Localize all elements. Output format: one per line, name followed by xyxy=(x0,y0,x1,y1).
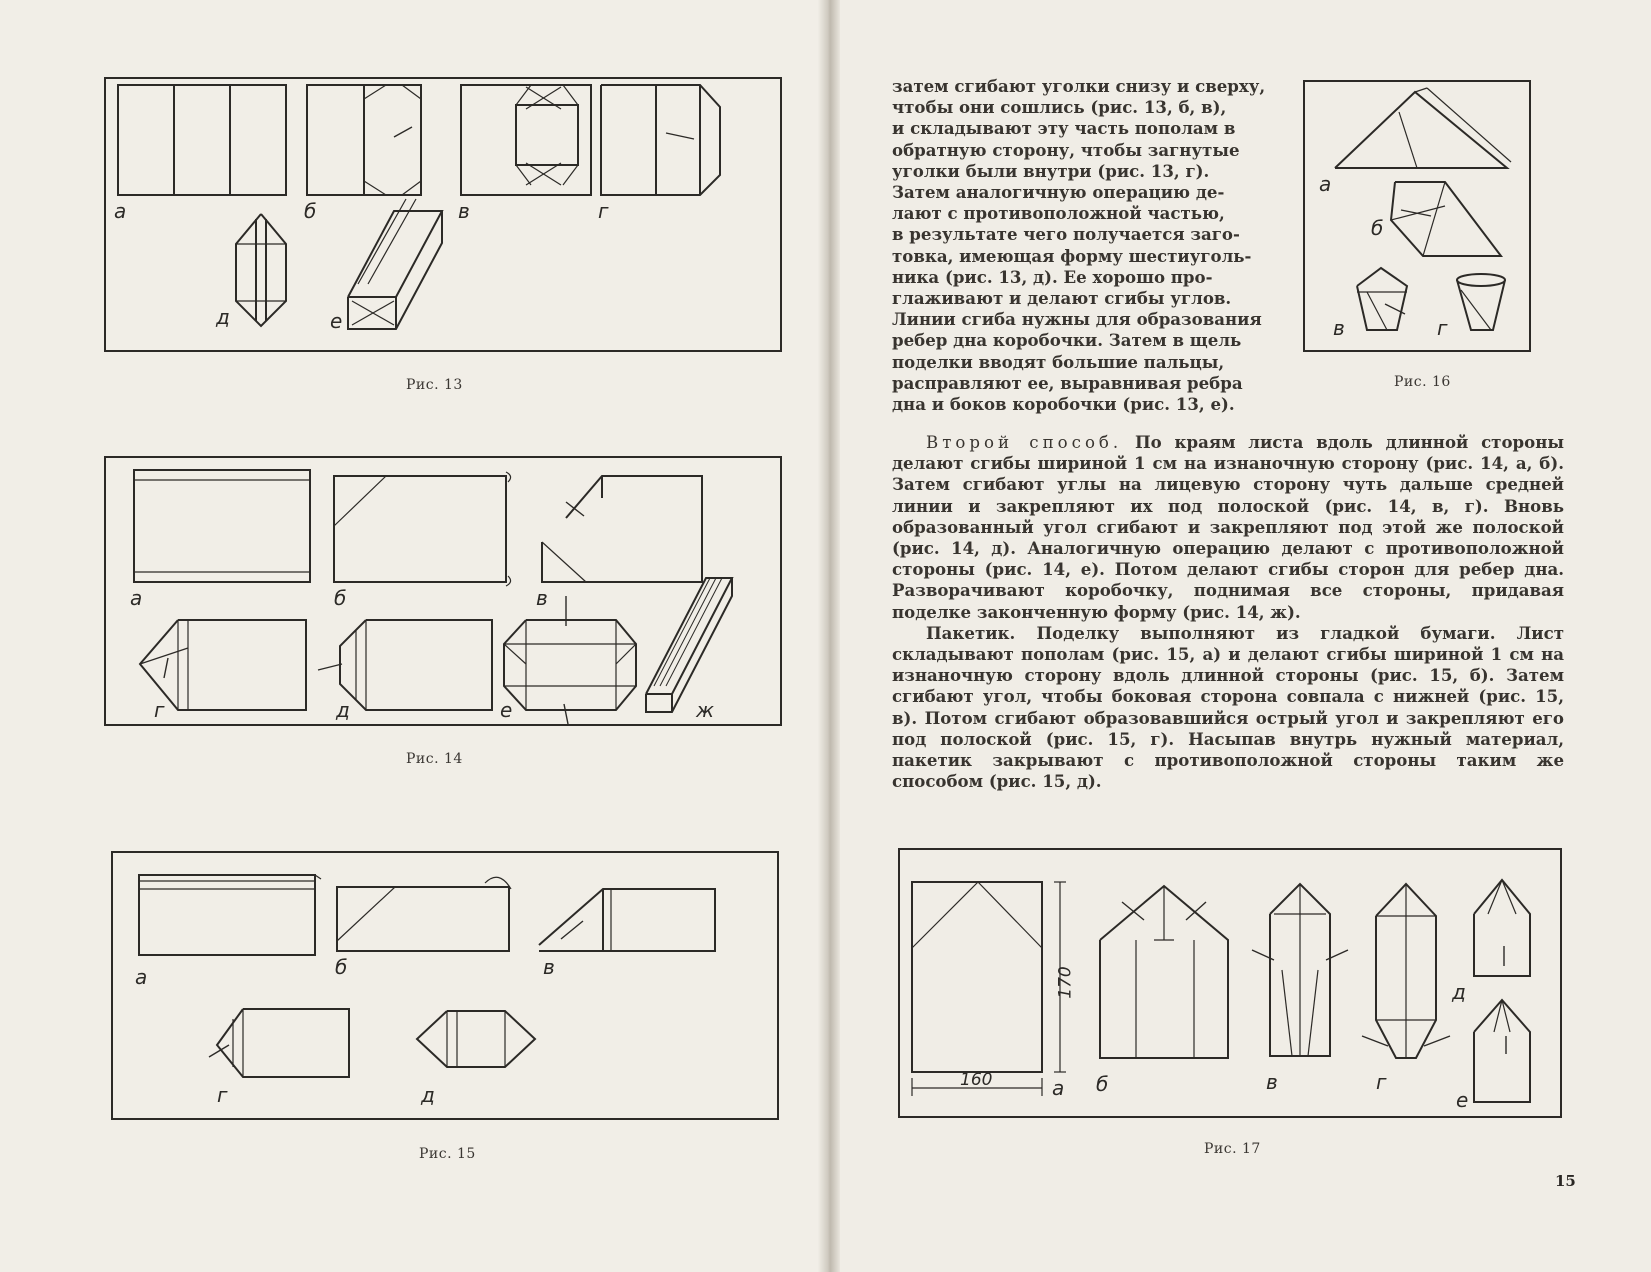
text-line: Затем аналогичную операцию де- xyxy=(892,182,1225,203)
fig16-label-b: б xyxy=(1371,216,1384,240)
figure-16-drawing xyxy=(1305,82,1533,354)
fig13-label-a: а xyxy=(114,199,127,223)
fig14-label-a: а xyxy=(130,586,143,610)
text-line: расправляют ее, выравнивая ребра xyxy=(892,372,1243,393)
figure-14 xyxy=(104,456,782,726)
fig17-caption: Рис. 17 xyxy=(1204,1141,1261,1157)
figure-15 xyxy=(111,851,779,1120)
fig14-label-zh: ж xyxy=(696,698,715,722)
packet-body: Поделку выполняют из гладкой бумаги. Лист складывают пополам (рис. 15, а) и делают сгибы шириной 1 см на изнаночную сторону вдоль длинной стороны (рис. 15, б). Затем сгибают угол, чтобы боковая сторона совпала с нижней (рис. 15, в). Потом сгибают образовавшийся острый угол и закрепляют его под полоской (рис. 15, г). Насыпав внутрь нужный материал, пакетик закрывают с противоположной стороны таким же способом (рис. 15, д). xyxy=(892,622,1564,792)
fig16-label-v: в xyxy=(1333,316,1345,340)
text-line: уголки были внутри (рис. 13, г). xyxy=(892,160,1210,181)
fig13-label-g: г xyxy=(598,199,609,223)
text-line: ника (рис. 13, д). Ее хорошо про- xyxy=(892,266,1213,287)
text-line: Линии сгиба нужны для образования xyxy=(892,309,1262,330)
fig17-label-v: в xyxy=(1266,1070,1278,1094)
paragraph-packet xyxy=(892,623,1564,793)
fig13-label-d: д xyxy=(216,305,230,329)
fig15-label-b: б xyxy=(335,955,348,979)
fig13-label-v: в xyxy=(458,199,470,223)
fig15-caption: Рис. 15 xyxy=(419,1146,476,1162)
text-line: глаживают и делают сгибы углов. xyxy=(892,288,1232,309)
fig15-label-d: д xyxy=(421,1083,435,1107)
fig17-dim-height: 170 xyxy=(1055,966,1076,999)
fig17-label-g: г xyxy=(1376,1070,1387,1094)
fig16-caption: Рис. 16 xyxy=(1394,374,1451,390)
fig14-label-b: б xyxy=(334,586,347,610)
fig17-label-a: а xyxy=(1052,1076,1065,1100)
fig16-label-a: а xyxy=(1319,172,1332,196)
fig14-label-v: в xyxy=(536,586,548,610)
fig17-label-d: д xyxy=(1452,980,1466,1004)
fig13-caption: Рис. 13 xyxy=(406,377,463,393)
fig15-label-a: а xyxy=(135,965,148,989)
text-line: поделки вводят большие пальцы, xyxy=(892,351,1225,372)
figure-13 xyxy=(104,77,782,352)
text-line: затем сгибают уголки снизу и сверху, xyxy=(892,76,1266,96)
fig15-label-g: г xyxy=(217,1083,228,1107)
figure-13-drawing xyxy=(106,79,784,354)
text-line: дна и боков коробочки (рис. 13, е). xyxy=(892,394,1235,415)
text-line: лают с противоположной частью, xyxy=(892,203,1225,224)
figure-14-drawing xyxy=(106,458,784,728)
fig17-label-e: е xyxy=(1456,1088,1469,1112)
figure-16 xyxy=(1303,80,1531,352)
second-method-heading: Второй способ. xyxy=(926,433,1123,452)
fig14-label-d: д xyxy=(336,698,350,722)
figure-17 xyxy=(898,848,1562,1118)
fig17-dim-width: 160 xyxy=(960,1070,993,1090)
fig13-label-e: е xyxy=(330,309,343,333)
text-line: чтобы они сошлись (рис. 13, б, в), xyxy=(892,97,1227,118)
fig14-caption: Рис. 14 xyxy=(406,751,463,767)
fig16-label-g: г xyxy=(1437,316,1448,340)
packet-heading: Пакетик. xyxy=(926,622,1016,643)
text-line: ребер дна коробочки. Затем в щель xyxy=(892,330,1242,351)
figure-15-drawing xyxy=(113,853,781,1122)
text-line: и складывают эту часть пополам в xyxy=(892,118,1236,139)
text-column-narrow xyxy=(892,76,1272,415)
fig15-label-v: в xyxy=(543,955,555,979)
text-line: обратную сторону, чтобы загнутые xyxy=(892,139,1240,160)
text-line: в результате чего получается заго- xyxy=(892,224,1240,245)
book-gutter xyxy=(818,0,840,1272)
text-line: товка, имеющая форму шестиуголь- xyxy=(892,245,1252,266)
fig14-label-e: е xyxy=(500,698,513,722)
fig13-label-b: б xyxy=(304,199,317,223)
fig17-label-b: б xyxy=(1096,1072,1109,1096)
paragraph-second-method xyxy=(892,432,1564,623)
text-column-wide xyxy=(892,432,1564,792)
fig14-label-g: г xyxy=(154,698,165,722)
second-method-body: По краям листа вдоль длинной стороны делают сгибы шириной 1 см на изнаночную сторону (рис. 14, а, б). Затем сгибают углы на лицевую сторону чуть дальше средней линии и закрепляют их под полоской (рис. 14, в, г). Вновь образованный угол сгибают и закрепляют под этой же полоской (рис. 14, д). Аналогичную операцию делают с противоположной стороны (рис. 14, е). Потом делают сгибы сторон для ребер дна. Разворачивают коробочку, поднимая все стороны, придавая поделке законченную форму (рис. 14, ж). xyxy=(892,432,1564,622)
page-number: 15 xyxy=(1555,1172,1576,1190)
